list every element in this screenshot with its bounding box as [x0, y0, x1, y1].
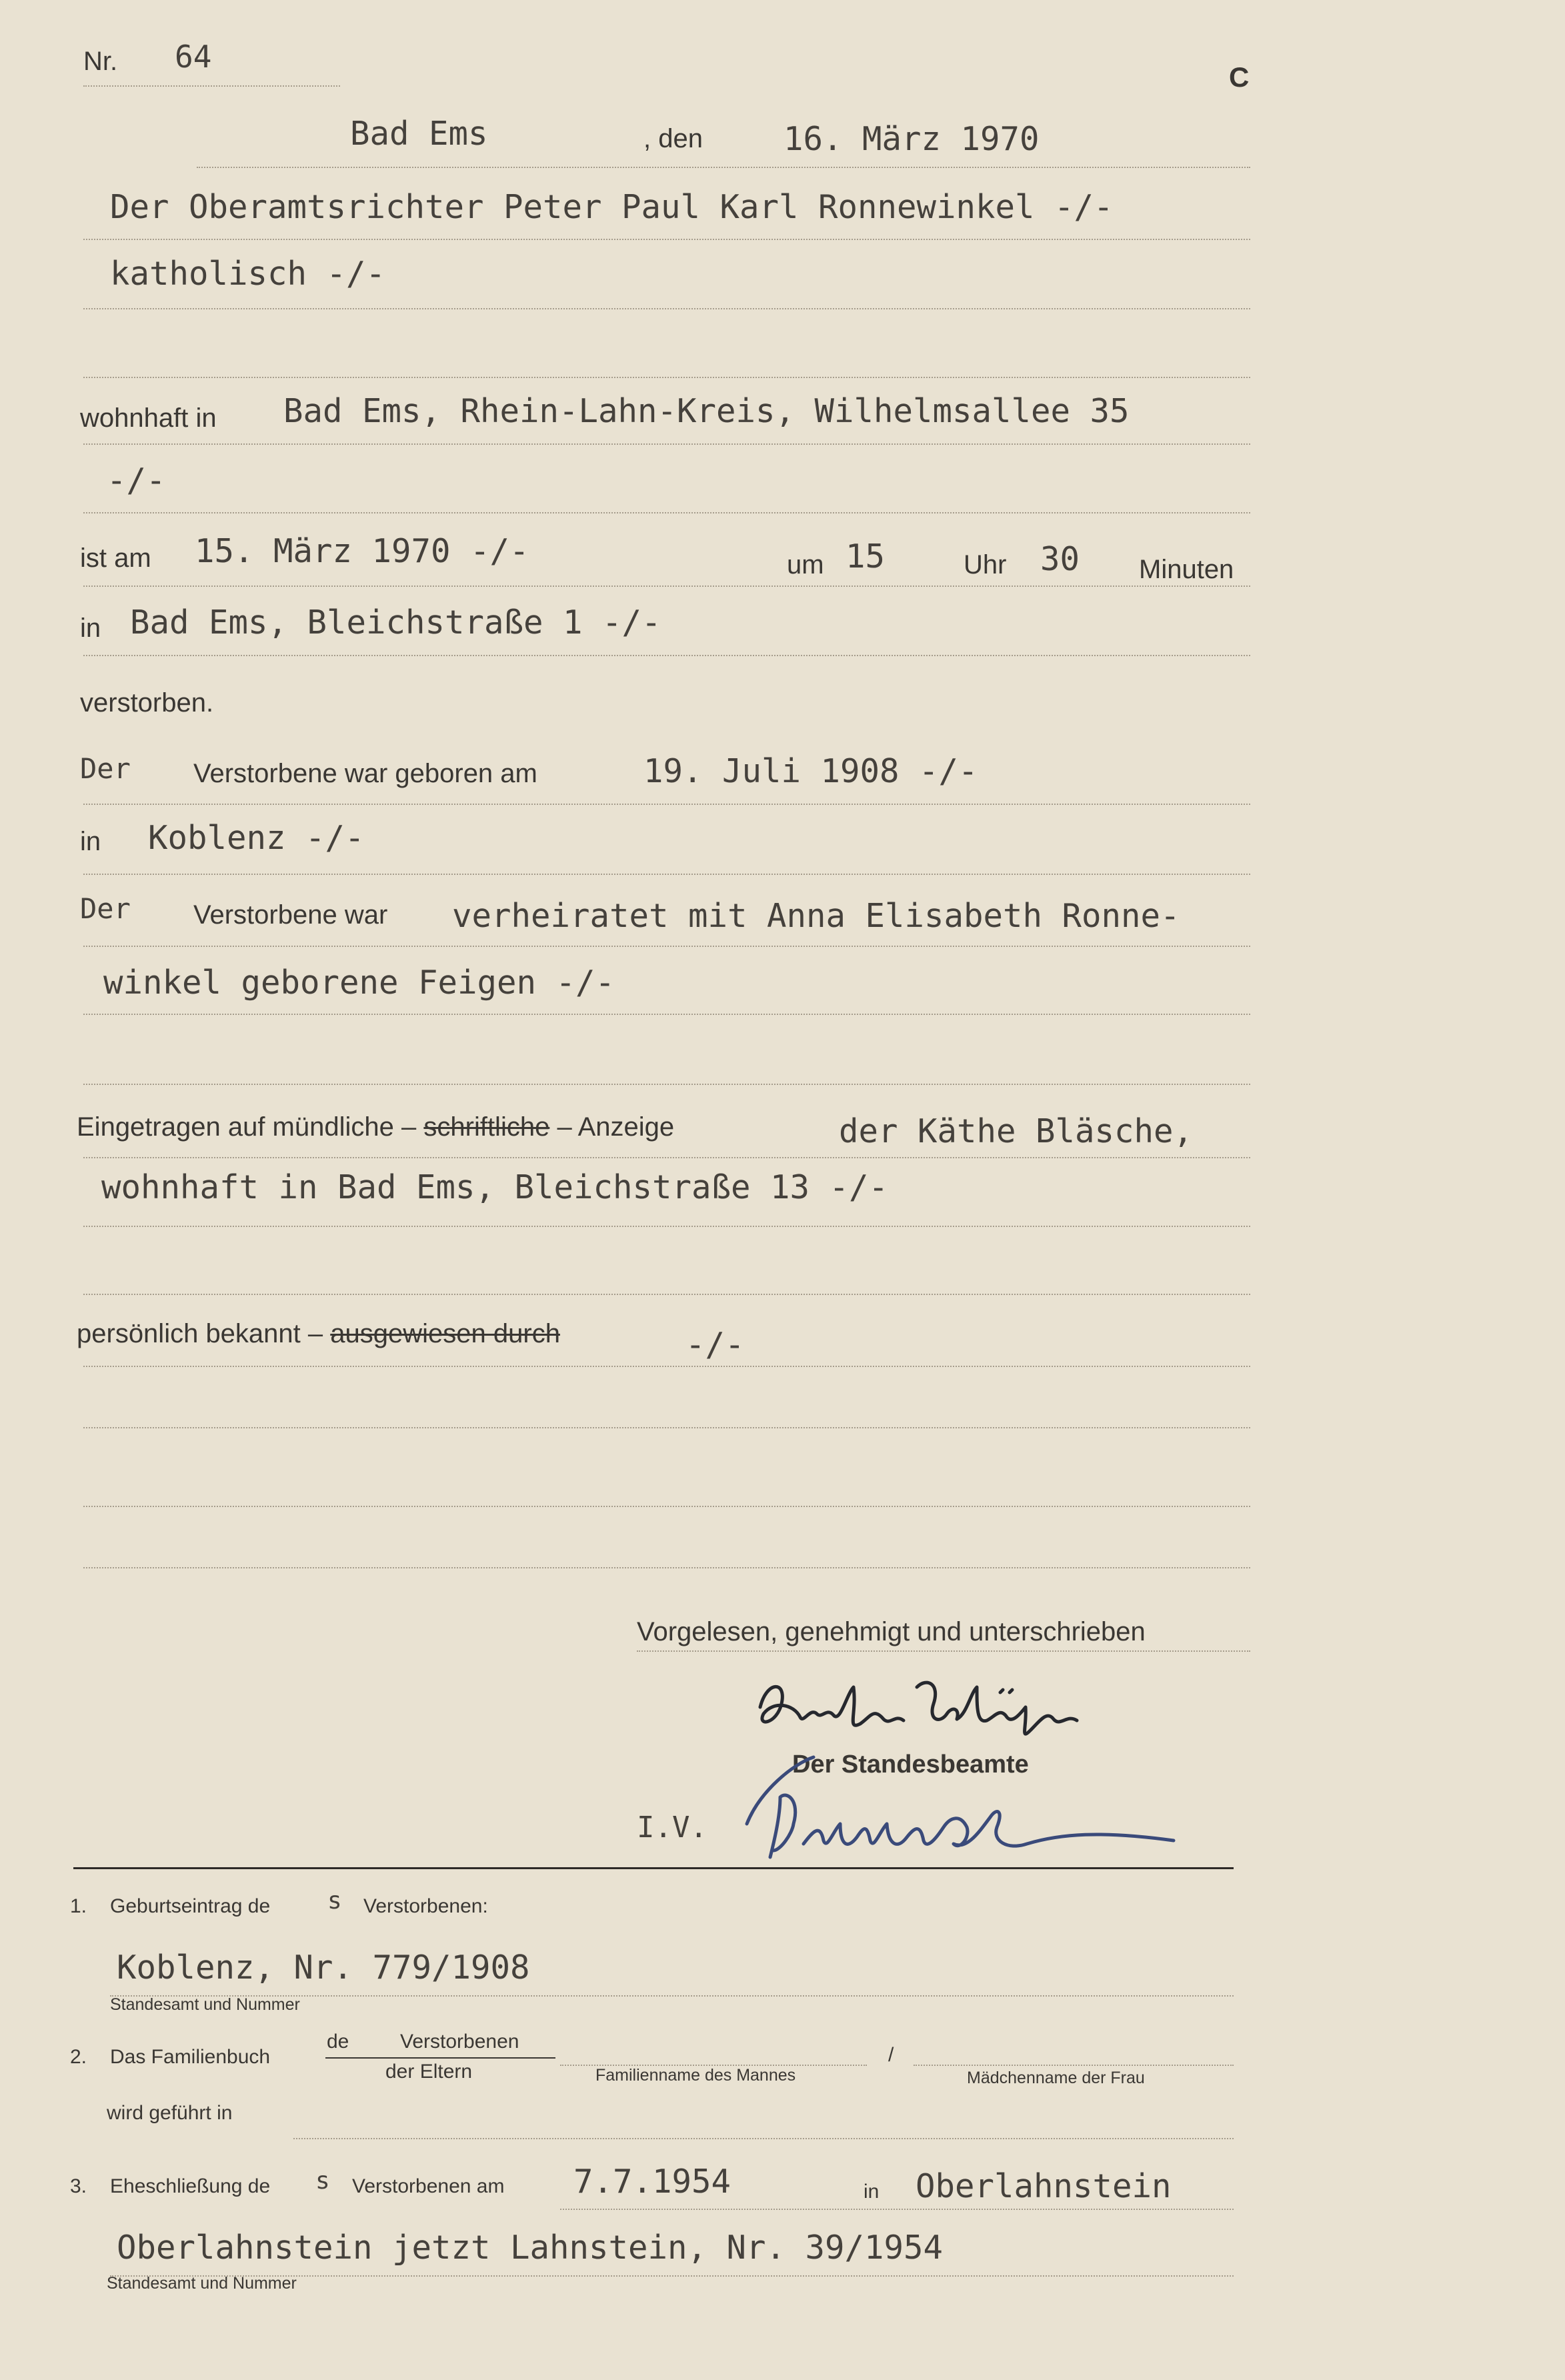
registration-label-b: – Anzeige [557, 1112, 675, 1142]
line [83, 946, 1250, 947]
line [83, 585, 1250, 587]
line [83, 1226, 1250, 1227]
identity-struck: ausgewiesen durch [330, 1319, 560, 1348]
informant-line2: wohnhaft in Bad Ems, Bleichstraße 13 -/- [101, 1168, 889, 1206]
marital-label: Verstorbene war [193, 900, 388, 930]
footnote-2-bottom: der Eltern [385, 2061, 473, 2083]
registration-struck: schriftliche [423, 1112, 550, 1142]
death-date: 15. März 1970 -/- [195, 532, 529, 570]
marital-status-line2: winkel geborene Feigen -/- [103, 964, 615, 1002]
marital-article: Der [80, 892, 131, 925]
informant-signature [747, 1667, 1240, 1754]
footnote-2-label: Das Familienbuch [110, 2046, 271, 2068]
registrar-signature [740, 1750, 1194, 1871]
nr-label: Nr. [83, 47, 118, 76]
footnote-3-caption: Standesamt und Nummer [107, 2274, 297, 2293]
death-hour: 15 [846, 537, 886, 575]
death-place-label: in [80, 614, 101, 643]
line [83, 1157, 1250, 1158]
line [83, 1427, 1250, 1428]
footnote-3-in: in [864, 2181, 880, 2203]
um-label: um [787, 550, 824, 579]
iv-label: I.V. [637, 1811, 707, 1845]
marriage-place: Oberlahnstein [916, 2167, 1172, 2205]
residence-label: wohnhaft in [80, 403, 217, 433]
death-date-label: ist am [80, 543, 151, 573]
marital-status-line1: verheiratet mit Anna Elisabeth Ronne- [452, 897, 1180, 935]
footnote-1-number: 1. [70, 1895, 87, 1917]
footnote-2-top-b: Verstorbenen [400, 2031, 519, 2053]
footnote-2-caption-a: Familienname des Mannes [595, 2066, 796, 2085]
minuten-label: Minuten [1139, 555, 1234, 584]
read-approved-text: Vorgelesen, genehmigt und unterschrieben [637, 1617, 1146, 1646]
line [914, 2065, 1234, 2066]
identity-label [77, 1319, 560, 1349]
place-of-registry: Bad Ems [350, 115, 488, 153]
line [560, 2209, 1234, 2210]
footnote-2-slash: / [888, 2044, 894, 2066]
identity-value: -/- [685, 1326, 745, 1364]
line [83, 1084, 1250, 1085]
uhr-label: Uhr [964, 550, 1007, 579]
line [83, 443, 1250, 445]
footnote-3-label: Eheschließung de [110, 2175, 271, 2197]
registration-label-a: Eingetragen auf mündliche – [77, 1112, 417, 1142]
marriage-date: 7.7.1954 [573, 2163, 731, 2201]
line [293, 2138, 1234, 2139]
nr-line [83, 85, 340, 87]
line [83, 1366, 1250, 1367]
deceased-name-line: Der Oberamtsrichter Peter Paul Karl Ronnewinkel -/- [110, 188, 1114, 226]
line [83, 512, 1250, 513]
registration-label [77, 1112, 674, 1142]
religion-line: katholisch -/- [110, 255, 386, 293]
marriage-entry-reference: Oberlahnstein jetzt Lahnstein, Nr. 39/1954 [117, 2229, 944, 2267]
footnote-3-number: 3. [70, 2175, 87, 2197]
line [83, 377, 1250, 378]
footnote-3-suffix: s [315, 2167, 330, 2195]
death-minutes: 30 [1040, 540, 1080, 578]
footnote-1-caption: Standesamt und Nummer [110, 1995, 300, 2014]
footnote-1-label: Geburtseintrag de [110, 1895, 271, 1917]
line [83, 1014, 1250, 1015]
birth-place: Koblenz -/- [148, 819, 365, 857]
residence-address: Bad Ems, Rhein-Lahn-Kreis, Wilhelmsallee 35 [283, 392, 1130, 430]
footer-rule [73, 1867, 1234, 1869]
footnote-2-line2: wird geführt in [107, 2102, 233, 2124]
birth-article: Der [80, 752, 131, 785]
death-place: Bad Ems, Bleichstraße 1 -/- [130, 604, 661, 642]
registration-date: 16. März 1970 [784, 120, 1040, 158]
registrar-label: Der Standesbeamte [792, 1750, 1029, 1778]
line [83, 1506, 1250, 1507]
birth-date: 19. Juli 1908 -/- [643, 752, 978, 790]
date-label: , den [643, 124, 703, 153]
birth-entry-reference: Koblenz, Nr. 779/1908 [117, 1949, 530, 1987]
footnote-2-caption-b: Mädchenname der Frau [967, 2069, 1145, 2087]
footnote-1-suffix: s [327, 1887, 342, 1915]
birth-place-label: in [80, 827, 101, 856]
verstorben-label: verstorben. [80, 688, 214, 718]
fraction-line [325, 2057, 555, 2059]
header-line [197, 167, 1250, 168]
footnote-1-label-end: Verstorbenen: [363, 1895, 488, 1917]
entry-number: 64 [175, 39, 212, 75]
birth-label: Verstorbene war geboren am [193, 759, 537, 788]
line [83, 1567, 1250, 1568]
line [83, 655, 1250, 656]
informant-line1: der Käthe Bläsche, [839, 1112, 1194, 1150]
line [83, 874, 1250, 875]
line [637, 1650, 1250, 1652]
line [83, 308, 1250, 309]
footnote-2-top-a: de [327, 2031, 349, 2053]
corner-letter: C [1229, 61, 1250, 93]
footnote-2-number: 2. [70, 2046, 87, 2068]
identity-label-a: persönlich bekannt – [77, 1319, 323, 1348]
line [83, 804, 1250, 805]
residence-line2: -/- [107, 461, 166, 499]
line [83, 239, 1250, 240]
footnote-3-label-end: Verstorbenen am [352, 2175, 505, 2197]
line [83, 1294, 1250, 1295]
